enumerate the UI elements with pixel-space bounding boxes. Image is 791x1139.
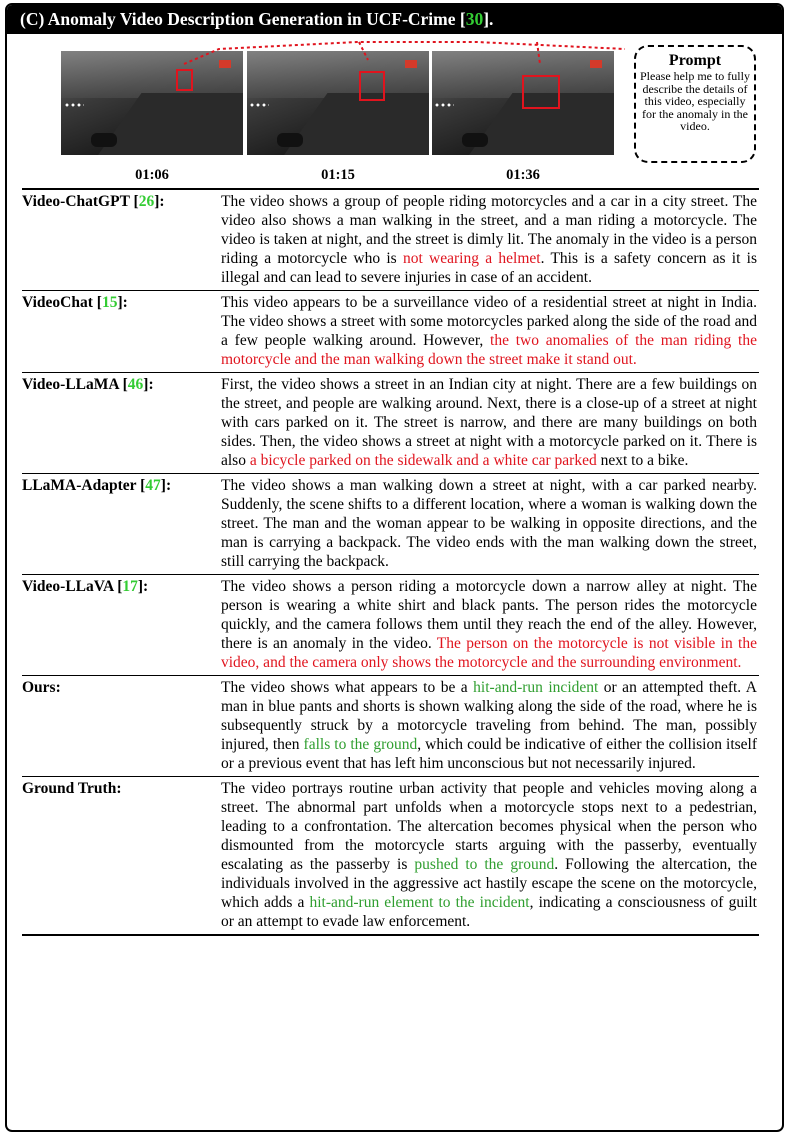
model-label: Video-ChatGPT [22, 193, 130, 210]
figure-title-prefix: (C) Anomaly Video Description Generation in UCF-Crime [ [20, 9, 466, 29]
figure-title-suffix: ]. [483, 9, 494, 29]
citation-link[interactable]: 46 [127, 376, 144, 393]
model-description [221, 375, 759, 470]
frame-timestamp: 01:15 [321, 167, 355, 183]
correct-highlight: hit-and-run incident [473, 679, 599, 696]
model-description [221, 678, 759, 773]
prompt-title: Prompt [668, 52, 722, 69]
table-row [22, 373, 759, 474]
description-text: The video portrays routine urban activity that people and vehicles moving along a street. The abnormal part unfolds when a motorcycle stops next to a pedestrian, leading to a confrontation. The altercation becomes physical when the person who dismounted from the motorcycle starts arguing with the passerby, eventually escalating as the passerby is [221, 780, 757, 873]
citation-link[interactable]: 17 [122, 578, 138, 595]
description-text: This video appears to be a surveillance video of a residential street at night in India. The video shows a street with some motorcycles parked along the side of the road and a few people walking around. However, [221, 294, 757, 349]
model-label: Video-LLaMA [22, 376, 119, 393]
model-name: LLaMA-Adapter [47]: [22, 477, 172, 494]
frame-timestamp: 01:06 [135, 167, 169, 183]
description-text: , which could be indicative of either the collision itself or a previous event that has left him unconscious but not necessarily injured. [221, 736, 758, 772]
correct-highlight: hit-and-run element to the incident [309, 894, 530, 911]
model-description [221, 577, 759, 672]
model-name [22, 779, 221, 931]
model-label: Video-LLaVA [22, 578, 114, 595]
video-frames-strip [7, 34, 782, 192]
description-text: . Following the altercation, the individuals involved in the aggressive act hastily escape the scene on the motorcycle, which adds a [221, 856, 758, 911]
correct-highlight: pushed to the ground [414, 856, 555, 873]
description-text: . This is a safety concern as it is illegal and can lead to severe injuries in case of an accident. [221, 250, 757, 286]
model-comparison-table [22, 188, 759, 936]
citation-link[interactable]: 47 [145, 477, 161, 494]
hallucination-highlight: the two anomalies of the man riding the motorcycle and the man walking down the street make it stand out. [221, 332, 757, 368]
frame-timestamp: 01:36 [506, 167, 540, 183]
model-name: Video-LLaMA [46]: [22, 376, 154, 393]
correct-highlight: falls to the ground [303, 736, 418, 753]
model-description [221, 476, 759, 571]
citation-link[interactable]: 26 [138, 193, 155, 210]
table-row [22, 474, 759, 575]
model-name: Video-ChatGPT [26]: [22, 193, 165, 210]
description-text: First, the video shows a street in an Indian city at night. There are a few buildings on the street, and people are walking around. Next, there is a close-up of a street at night with cars parked on it. The street is narrow, and there are many buildings on both sides. Then, the video shows a street at night with a motorcycle parked on it. There is also [221, 376, 757, 469]
description-text: The video shows a group of people riding motorcycles and a car in a city street. The video also shows a man walking in the street, and a man riding a motorcycle. The video is taken at night, and the street is dimly lit. The anomaly in the video is a person riding a motorcycle who is [221, 193, 757, 267]
model-description [221, 192, 759, 287]
model-label: Ours: [22, 679, 61, 696]
hallucination-highlight: a bicycle parked on the sidewalk and a white car parked [249, 452, 597, 469]
model-label: Ground Truth: [22, 780, 122, 797]
model-name [22, 678, 221, 773]
table-row [22, 575, 759, 676]
table-row [22, 777, 759, 936]
hallucination-highlight: The person on the motorcycle is not visible in the video, and the camera only shows the motorcycle and the surrounding environment. [221, 635, 757, 671]
description-text: , indicating a consciousness of guilt or an attempt to evade law enforcement. [221, 894, 757, 930]
model-description [221, 779, 759, 931]
table-row [22, 291, 759, 373]
hallucination-highlight: not wearing a helmet [402, 250, 541, 267]
model-label: LLaMA-Adapter [22, 477, 137, 494]
description-text: The video shows a person riding a motorcycle down a narrow alley at night. The person is wearing a white shirt and black pants. The person rides the motorcycle quickly, and the camera follows them until they reach the end of the alley. However, there is an anomaly in the video. [221, 578, 757, 652]
table-row [22, 190, 759, 291]
description-text: next to a bike. [596, 452, 689, 469]
table-row [22, 676, 759, 777]
citation-link[interactable]: 15 [101, 294, 118, 311]
tracking-trail-line [184, 42, 625, 64]
description-text: The video shows what appears to be a [221, 679, 474, 696]
prompt-box [634, 45, 756, 163]
figure-title [7, 5, 782, 34]
figure-title-citation[interactable]: 30 [465, 9, 484, 29]
description-text: The video shows a man walking down a street at night, with a car parked nearby. Suddenly, the scene shifts to a different location, where a woman is walking down the street. The man and the woman appear to be walking in opposite directions, and the man is carrying a backpack. The video ends with the man walking down the street, still carrying the backpack. [221, 477, 757, 570]
description-text: or an attempted theft. A man in blue pants and shorts is shown walking along the side of the road, where he is subsequently struck by a motorcycle traveling from behind. The man, possibly injured, then [221, 679, 757, 753]
prompt-text: Please help me to fully describe the details of this video, especially for the anomaly in the video. [640, 69, 750, 133]
model-name: Video-LLaVA [17]: [22, 578, 149, 595]
model-label: VideoChat [22, 294, 93, 311]
model-name: VideoChat [15]: [22, 294, 128, 311]
model-description [221, 293, 759, 369]
